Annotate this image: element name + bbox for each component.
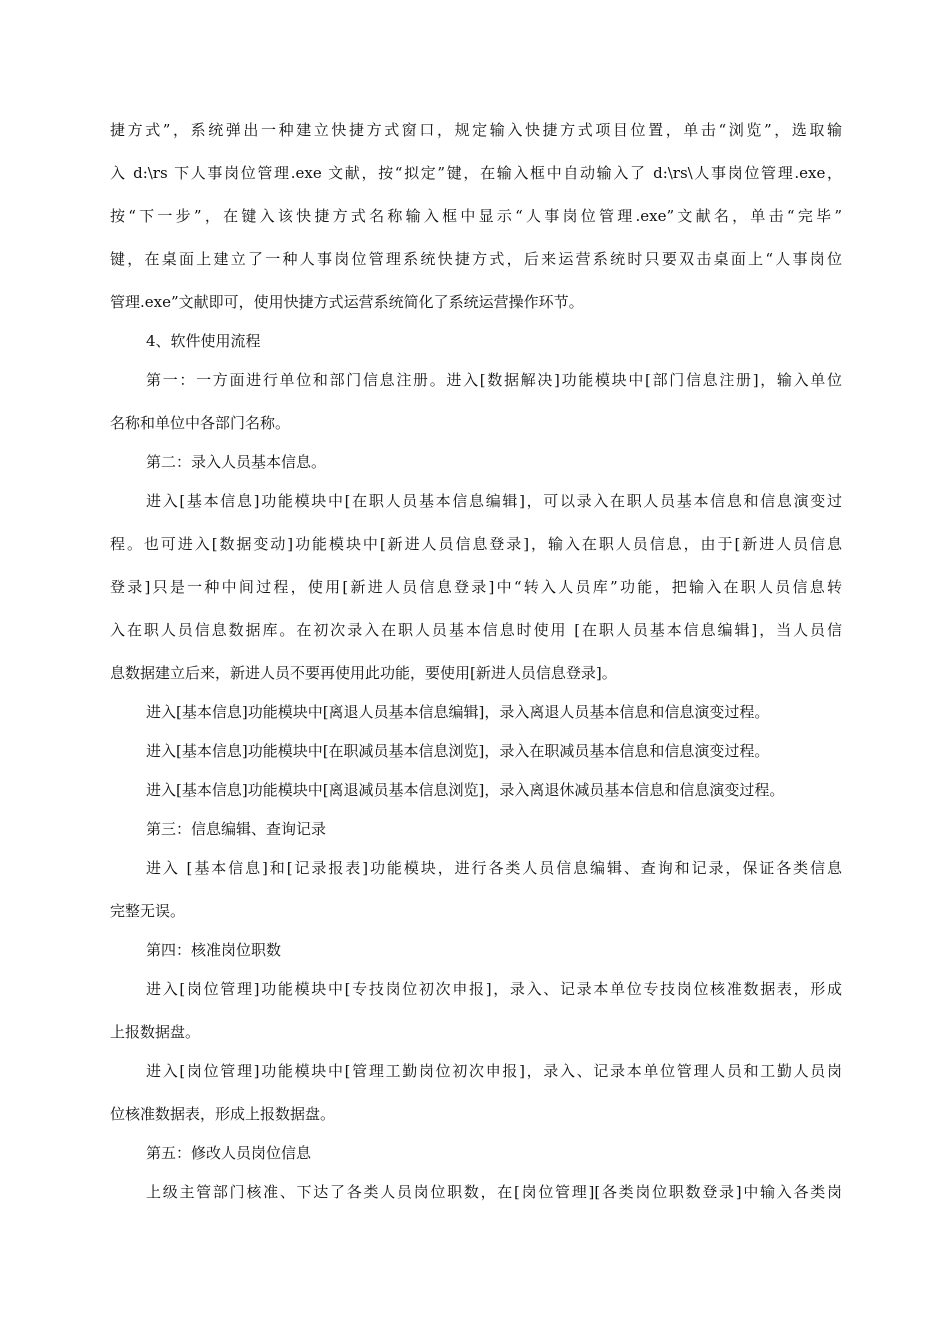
text-line: 第三：信息编辑、查询记录 [146,820,327,838]
text-line: 管理.exe”文献即可，使用快捷方式运营系统简化了系统运营操作环节。 [110,293,584,311]
text-line: 入在职人员信息数据库。在初次录入在职人员基本信息时使用 [在职人员基本信息编辑]，当人员信 [110,621,842,639]
text-line: 第四：核准岗位职数 [146,941,282,959]
text-line: 进入[基本信息]功能模块中[在职人员基本信息编辑]，可以录入在职人员基本信息和信息演变过 [146,492,842,510]
text-line: 进入 [基本信息]和[记录报表]功能模块，进行各类人员信息编辑、查询和记录，保证各类信息 [146,859,842,877]
document-body [110,120,842,1202]
text-line: 按“下一步”，在键入该快捷方式名称输入框中显示“人事岗位管理.exe”文献名，单击“完毕” [110,207,842,225]
text-line: 登录]只是一种中间过程，使用[新进人员信息登录]中“转入人员库”功能，把输入在职人员信息转 [110,578,842,596]
text-line: 完整无误。 [110,902,186,920]
text-line: 进入[岗位管理]功能模块中[专技岗位初次申报]，录入、记录本单位专技岗位核准数据表，形成 [146,980,842,998]
text-line: 上报数据盘。 [110,1023,201,1041]
text-line: 第一：一方面进行单位和部门信息注册。进入[数据解决]功能模块中[部门信息注册]，输入单位 [146,371,842,389]
text-line: 第五：修改人员岗位信息 [146,1144,312,1162]
text-line: 位核准数据表，形成上报数据盘。 [110,1105,336,1123]
text-line: 程。也可进入[数据变动]功能模块中[新进人员信息登录]，输入在职人员信息，由于[新进人员信息 [110,535,842,553]
text-line: 息数据建立后来，新进人员不要再使用此功能，要使用[新进人员信息登录]。 [110,664,617,682]
text-line: 捷方式”，系统弹出一种建立快捷方式窗口，规定输入快捷方式项目位置，单击“浏览”，选取输 [110,121,842,139]
text-line: 进入[基本信息]功能模块中[在职减员基本信息浏览]，录入在职减员基本信息和信息演变过程。 [146,742,770,760]
text-line: 入 d:\rs 下人事岗位管理.exe 文献，按“拟定”键，在输入框中自动输入了 d:\rs\人事岗位管理.exe， [110,164,842,182]
text-line: 进入[基本信息]功能模块中[离退减员基本信息浏览]，录入离退休减员基本信息和信息演变过程。 [146,781,785,799]
text-line: 上级主管部门核准、下达了各类人员岗位职数，在[岗位管理][各类岗位职数登录]中输入各类岗 [146,1183,842,1201]
text-line: 进入[岗位管理]功能模块中[管理工勤岗位初次申报]，录入、记录本单位管理人员和工勤人员岗 [146,1062,842,1080]
text-line: 进入[基本信息]功能模块中[离退人员基本信息编辑]，录入离退人员基本信息和信息演变过程。 [146,703,770,721]
text-line: 4、软件使用流程 [146,332,261,350]
text-line: 第二：录入人员基本信息。 [146,453,327,471]
text-line: 名称和单位中各部门名称。 [110,414,291,432]
text-line: 键，在桌面上建立了一种人事岗位管理系统快捷方式，后来运营系统时只要双击桌面上“人事岗位 [110,250,842,268]
